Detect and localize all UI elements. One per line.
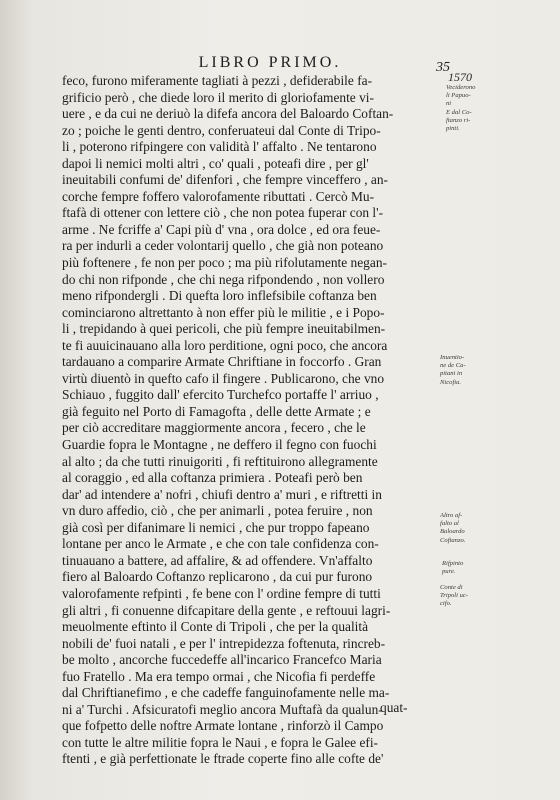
- text-line: dar' ad intendere a' nofri , chiufi dentro a' muri , e riftretti in: [62, 486, 382, 502]
- marginal-note: [440, 354, 488, 387]
- text-line: valorofamente refpinti , fe bene con l' ordine fempre di tutti: [62, 585, 381, 601]
- text-line: lontane per anco le Armate , e che con tale confidenza con-: [62, 536, 379, 552]
- text-line: vn duro affedio, ciò , che per animarli , potea feruire , non: [62, 503, 373, 519]
- marginal-note-line: ni: [446, 100, 452, 108]
- marginal-note: [440, 584, 488, 609]
- text-line: virtù diuentò in quefto cafo il fingere . Publicarono, che vno: [62, 370, 385, 386]
- text-line: tinuauano a battere, ad affalire, & ad offendere. Vn'affalto: [62, 552, 373, 568]
- text-line: Schiauo , fuggito dall' efercito Turchefco portaffe l' arriuo ,: [62, 387, 379, 403]
- text-line: meuolmente eftinto il Conte di Tripoli , che per la qualità: [62, 619, 369, 635]
- marginal-note-line: pure.: [442, 568, 456, 576]
- text-line: li , poterono rifpingere con validità l' affalto . Ne tentarono: [62, 139, 377, 155]
- marginal-note-line: E dal Co-: [446, 108, 472, 116]
- catchword: quat-: [380, 700, 408, 715]
- marginal-note-line: li Papuo-: [446, 92, 471, 100]
- text-line: dal Chriftianefimo , e che cadeffe fanguinofamente nelle ma-: [62, 685, 390, 701]
- text-line: gli altri , fi conuenne difcapitare della gente , e reftouui lagri-: [62, 602, 391, 618]
- marginal-note-line: Tripoli uc-: [440, 592, 469, 600]
- marginal-note: [446, 84, 494, 133]
- text-line: già così per difanimare li nemici , che pur troppo fapeano: [62, 519, 370, 535]
- marginal-note-line: Conte di: [440, 584, 463, 591]
- marginal-note-line: ne de Ca-: [440, 362, 466, 370]
- marginal-note-line: Nicofia.: [440, 378, 462, 386]
- marginal-note-line: Rifpinto: [442, 560, 464, 567]
- text-line: ni a' Turchi . Afsicuratofi meglio ancora Muftafà da qualun-: [62, 701, 383, 717]
- marginal-note-line: falto al: [440, 520, 459, 528]
- text-line: dapoi li nemici molti altri , co' quali , poteafi dire , per gl': [62, 155, 369, 171]
- marginal-note-line: Altro af-: [440, 512, 463, 519]
- marginal-note-line: pinti.: [446, 125, 460, 133]
- text-line: più foftenere , fe non per poco ; ma più rifolutamente negan-: [62, 255, 387, 271]
- text-line: zo ; poiche le genti dentro, conferuateui dal Conte di Tripo-: [62, 122, 381, 138]
- text-line: con tutte le altre militie fopra le Naui , e fopra le Galee efi-: [62, 734, 379, 750]
- text-line: arme . Ne fcriffe a' Capi più d' vna , ora dolce , ed ora feue-: [62, 221, 381, 237]
- text-line: meno rifpondergli . Di quefta loro inflefsibile coftanza ben: [62, 288, 377, 304]
- text-line: ftafà di ottener con lettere ciò , che non potea fuperar con l'-: [62, 205, 384, 221]
- text-line: Guardie fopra le Montagne , ne deffero il fegno con fuochi: [62, 437, 377, 453]
- text-line: grificio però , che diede loro il merito di gloriofamente vi-: [62, 89, 374, 105]
- text-line: già feguito nel Porto di Famagofta , delle dette Armate ; e: [62, 403, 371, 419]
- text-line: fiero al Baloardo Coftanzo replicarono , da cui pur furono: [62, 569, 373, 585]
- text-line: te fi auuicinauano alla loro perditione, ogni poco, che ancora: [62, 337, 388, 353]
- text-line: corche fempre foffero valorofamente ributtati . Cercò Mu-: [62, 188, 375, 204]
- marginal-note-line: Veciderono: [446, 84, 476, 91]
- marginal-note-line: Baloardo: [440, 528, 465, 536]
- text-line: per ciò accreditare maggiormente ancora , fecero , che le: [62, 420, 366, 436]
- page-number: 35: [436, 60, 450, 75]
- running-head: LIBRO PRIMO.: [198, 54, 342, 71]
- text-line: nobili de' fuoi natali , e per l' intrepidezza foftenuta, rincreb-: [62, 635, 386, 651]
- text-line: ineuitabili confumi de' difenfori , che fempre vinceffero , an-: [62, 172, 389, 188]
- text-line: cominciarono altrettanto à non effer più le militie , e i Popo-: [62, 304, 385, 320]
- marginal-note-line: Coftanzo.: [440, 536, 466, 544]
- text-line: uere , e da cui ne deriuò la difefa ancora del Baloardo Coftan-: [62, 106, 394, 122]
- marginal-note-line: pitani in: [440, 370, 463, 378]
- text-line: tardauano a comparire Armate Chriftiane in foccorfo . Gran: [62, 354, 382, 370]
- marginal-note-line: cifo.: [440, 600, 452, 608]
- text-line: fuo Fratello . Ma era tempo ormai , che Nicofia fi perdeffe: [62, 668, 376, 684]
- text-line: do chi non rifponde , che chi nega rifpondendo , non vollero: [62, 271, 385, 287]
- text-line: al alto ; da che tutti rinuigoriti , fi reftituirono allegramente: [62, 453, 378, 469]
- body-text: [62, 73, 438, 768]
- margin-year: 1570: [448, 70, 472, 84]
- text-line: feco, furono miferamente tagliati à pezzi , defiderabile fa-: [62, 73, 373, 88]
- text-line: be molto , ancorche fuccedeffe all'incarico Francefco Maria: [62, 652, 382, 668]
- marginal-note: [440, 512, 488, 545]
- text-line: al coraggio , ed alla coftanza primiera . Poteafi però ben: [62, 470, 363, 486]
- marginal-note: [442, 560, 490, 576]
- marginal-note-line: ftanzo ri-: [446, 116, 471, 124]
- text-line: ftenti , e già perfettionate le ftrade coperte fino alle cofte de': [62, 751, 384, 767]
- marginal-note-line: Inuentio-: [440, 354, 465, 361]
- text-line: que fofpetto delle noftre Armate lontane , rinforzò il Campo: [62, 718, 384, 734]
- text-line: ra per indurli a ceder volontarij quello , che già non poteano: [62, 238, 384, 254]
- text-line: li , trepidando à quei pericoli, che più fempre ineuitabilmen-: [62, 321, 386, 337]
